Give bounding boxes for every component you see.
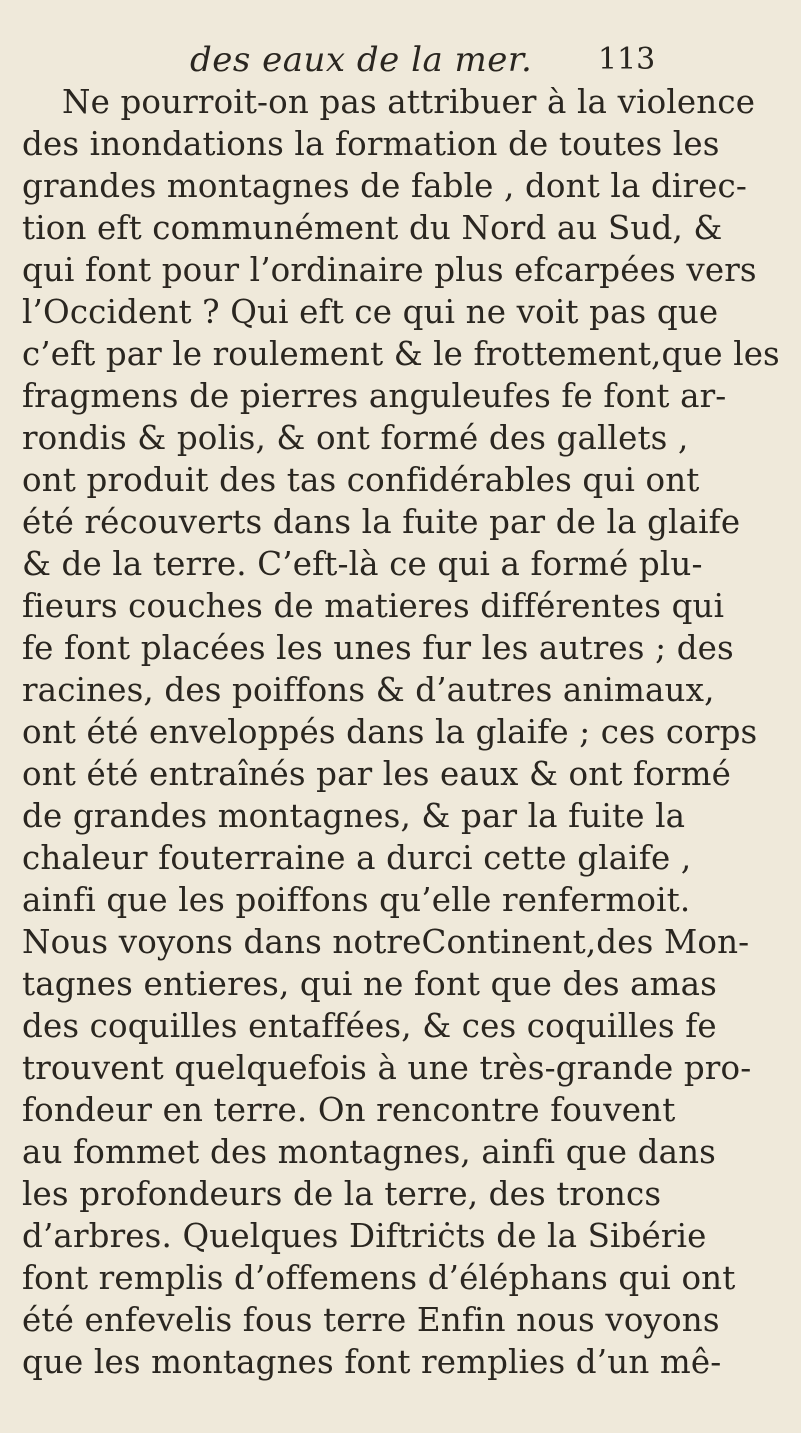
text-line: trouvent quelquefois à une très-grande pro-	[22, 1049, 752, 1087]
text-line: fe font placées les unes fur les autres ; des	[22, 629, 734, 667]
text-line: qui font pour l’ordinaire plus efcarpées vers	[22, 251, 757, 289]
text-line: chaleur fouterraine a durci cette glaife ,	[22, 839, 692, 877]
text-line: été récouverts dans la fuite par de la glaife	[22, 503, 741, 541]
text-line: grandes montagnes de fable , dont la direc-	[22, 167, 748, 205]
running-title: des eaux de la mer.	[190, 40, 533, 80]
text-line: l’Occident ? Qui eft ce qui ne voit pas que	[22, 293, 719, 331]
text-line: & de la terre. C’eft-là ce qui a formé plu-	[22, 545, 703, 583]
text-line: des coquilles entaffées, & ces coquilles fe	[22, 1007, 717, 1045]
text-line: rondis & polis, & ont formé des gallets ,	[22, 419, 689, 457]
text-line: font remplis d’offemens d’éléphans qui ont	[22, 1259, 736, 1297]
text-line: des inondations la formation de toutes les	[22, 125, 720, 163]
text-line: ont été enveloppés dans la glaife ; ces corps	[22, 713, 758, 751]
text-line: les profondeurs de la terre, des troncs	[22, 1175, 662, 1213]
text-line: été enfevelis fous terre Enfin nous voyons	[22, 1301, 720, 1339]
text-line: fondeur en terre. On rencontre fouvent	[22, 1091, 676, 1129]
text-line: d’arbres. Quelques Diftriċts de la Sibérie	[22, 1217, 707, 1255]
page-number: 113	[598, 42, 656, 77]
text-line: fragmens de pierres anguleufes fe font ar-	[22, 377, 727, 415]
text-line: racines, des poiffons & d’autres animaux,	[22, 671, 715, 709]
text-line: fieurs couches de matieres différentes qui	[22, 587, 725, 625]
text-line: tagnes entieres, qui ne font que des amas	[22, 965, 717, 1003]
text-line: ainfi que les poiffons qu’elle renfermoit.	[22, 881, 691, 919]
text-line: au fommet des montagnes, ainfi que dans	[22, 1133, 716, 1171]
text-line: ont été entraînés par les eaux & ont formé	[22, 755, 731, 793]
text-line: c’eft par le roulement & le frottement,que les	[22, 335, 780, 373]
text-line: de grandes montagnes, & par la fuite la	[22, 797, 686, 835]
text-line: tion eft communément du Nord au Sud, &	[22, 209, 723, 247]
text-line: Nous voyons dans notreContinent,des Mon-	[22, 923, 750, 961]
text-line: Ne pourroit-on pas attribuer à la violence	[62, 83, 756, 121]
text-line: que les montagnes font remplies d’un mê-	[22, 1343, 722, 1381]
text-line: ont produit des tas confidérables qui ont	[22, 461, 700, 499]
